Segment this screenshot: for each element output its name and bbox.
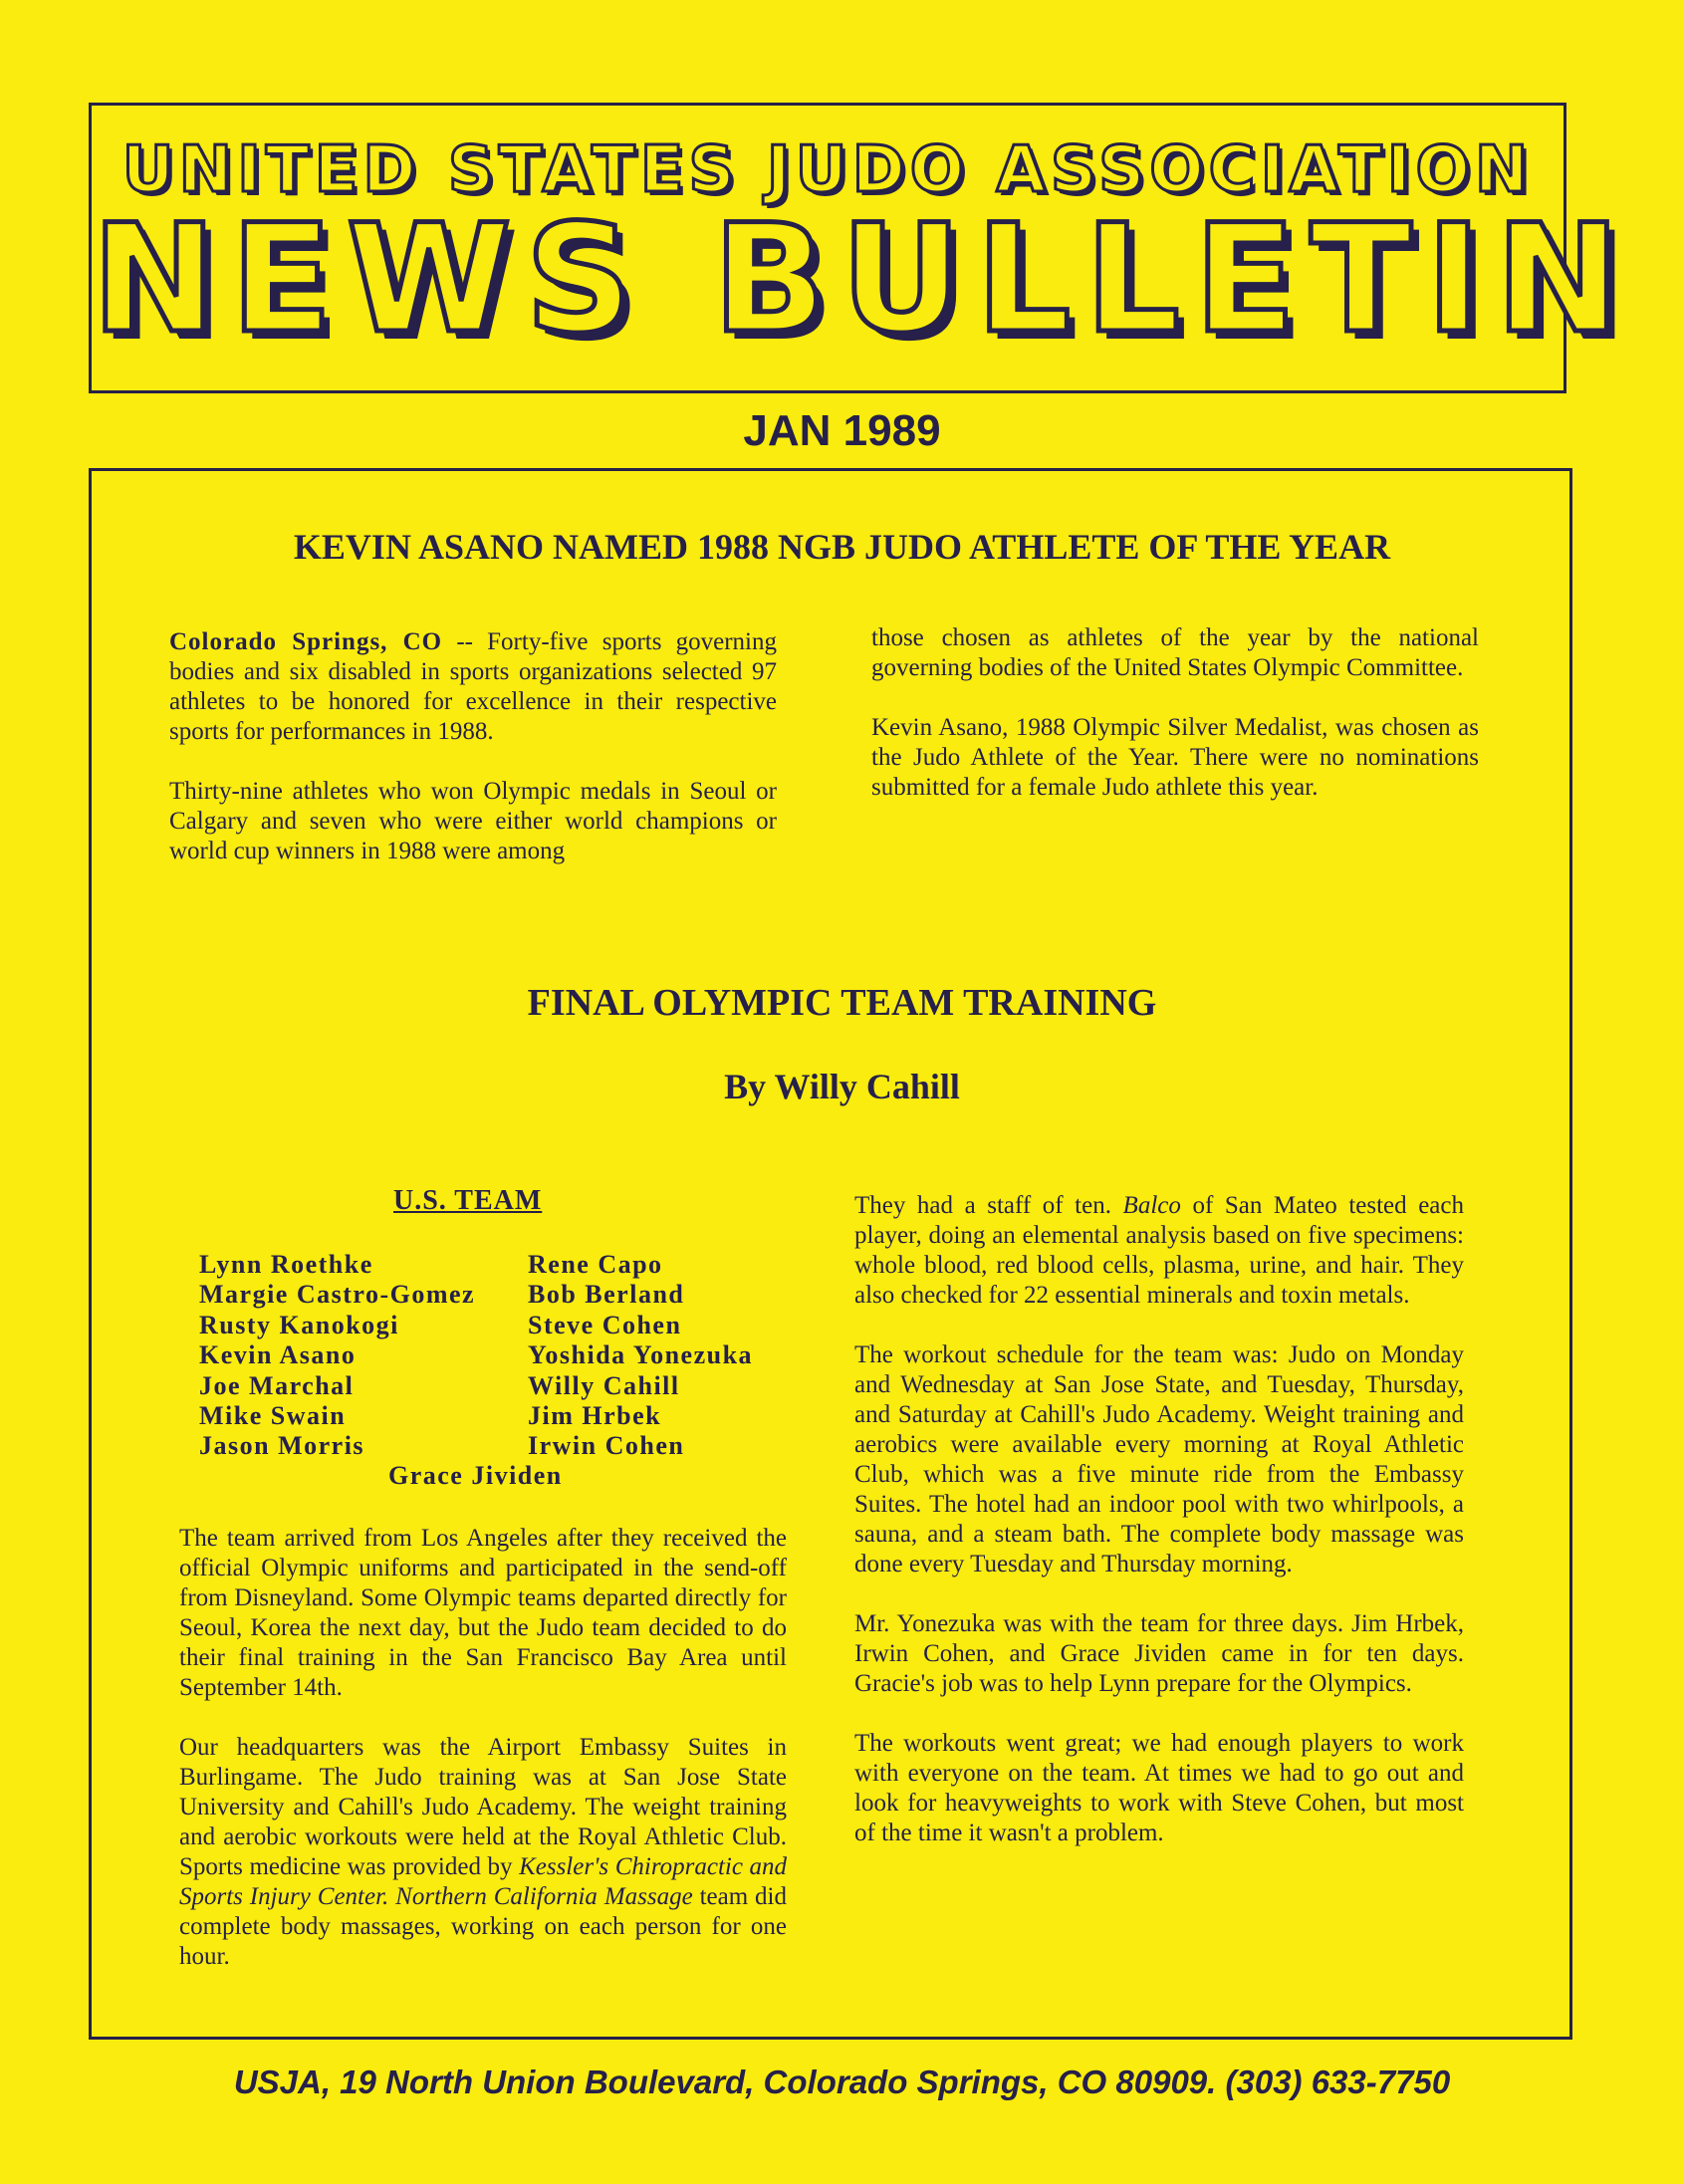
article2-paragraph: Mr. Yonezuka was with the team for three days. Jim Hrbek, Irwin Cohen, and Grace Jividen came in for ten days. Gracie's job was to help Lynn prepare for the Olympics. <box>854 1610 1464 1697</box>
team-member: Mike Swain <box>199 1401 347 1431</box>
team-member: Lynn Roethke <box>199 1250 373 1279</box>
team-member: Irwin Cohen <box>528 1431 685 1461</box>
team-member: Jim Hrbek <box>528 1401 662 1431</box>
article2-left-column <box>179 1524 787 1972</box>
article1-dateline: Colorado Springs, CO <box>169 628 443 655</box>
team-title: U.S. TEAM <box>393 1185 543 1216</box>
article1-right-column <box>871 623 1479 803</box>
team-member: Grace Jividen <box>388 1461 563 1490</box>
article2-paragraph: They had a staff of ten. Balco of San Mateo tested each player, doing an elemental analysis based on five specimens: whole blood, red blood cells, plasma, urine, and hair. They also checked for 22 essential minerals and toxin metals. <box>854 1192 1464 1309</box>
article1-left-column <box>169 627 777 866</box>
bulletin-title: NEWS BULLETIN <box>92 193 1635 366</box>
article2-right-column <box>854 1191 1464 1848</box>
article1-headline: KEVIN ASANO NAMED 1988 NGB JUDO ATHLETE OF THE YEAR <box>293 527 1391 567</box>
organization-name: UNITED STATES JUDO ASSOCIATION <box>121 133 1534 207</box>
article2-byline: By Willy Cahill <box>724 1067 960 1106</box>
team-member: Steve Cohen <box>528 1310 682 1339</box>
team-member: Margie Castro-Gomez <box>199 1280 476 1310</box>
team-roster-column <box>199 1250 528 1462</box>
article2-paragraph: Our headquarters was the Airport Embassy Suites in Burlingame. The Judo training was at San Jose State University and Cahill's Judo Academy. The weight training and aerobic workouts were held at the Royal Athletic Club. Sports medicine was provided by Kessler's Chiropractic and Sports Injury Center. Northern California Massage team did complete body massages, working on each person for one hour. <box>179 1734 788 1970</box>
team-member: Rene Capo <box>528 1250 663 1279</box>
issue-date: JAN 1989 <box>743 406 941 455</box>
italic-organization: Balco <box>1122 1192 1181 1219</box>
team-member: Jason Morris <box>199 1431 365 1461</box>
article2-paragraph: The team arrived from Los Angeles after they received the official Olympic uniforms and participated in the send-off from Disneyland. Some Olympic teams departed directly for Seoul, Korea the next day, but the Judo team decided to do their final training in the San Francisco Bay Area until September 14th. <box>179 1525 787 1701</box>
team-roster-column <box>528 1250 807 1462</box>
article1-paragraph: Thirty-nine athletes who won Olympic medals in Seoul or Calgary and seven who were either world champions or world cup winners in 1988 were among <box>169 778 777 864</box>
team-member: Kevin Asano <box>199 1340 357 1370</box>
team-member: Yoshida Yonezuka <box>528 1340 754 1370</box>
masthead <box>89 103 1635 393</box>
article1-paragraph: Colorado Springs, CO -- Forty-five sports governing bodies and six disabled in sports organizations selected 97 athletes to be honored for excellence in their respective sports for performances in 1988. <box>169 628 777 745</box>
italic-organization: Kessler's Chiropractic and Sports Injury Center. Northern California Massage <box>179 1853 788 1910</box>
article1-paragraph: those chosen as athletes of the year by the national governing bodies of the United States Olympic Committee. <box>871 624 1479 681</box>
team-member: Joe Marchal <box>199 1370 355 1400</box>
article2-paragraph: The workouts went great; we had enough players to work with everyone on the team. At times we had to go out and look for heavyweights to work with Steve Cohen, but most of the time it wasn't a problem. <box>854 1730 1464 1846</box>
team-member: Rusty Kanokogi <box>199 1310 399 1339</box>
team-member: Bob Berland <box>528 1280 685 1310</box>
article2-paragraph: The workout schedule for the team was: Judo on Monday and Wednesday at San Jose State, and Tuesday, Thursday, and Saturday at Cahill's Judo Academy. Weight training and aerobics were available every morning at Royal Athletic Club, which was a five minute ride from the Embassy Suites. The hotel had an indoor pool with two whirlpools, a sauna, and a steam bath. The complete body massage was done every Tuesday and Thursday morning. <box>854 1341 1464 1577</box>
team-member: Willy Cahill <box>528 1370 680 1400</box>
article1-paragraph: Kevin Asano, 1988 Olympic Silver Medalist, was chosen as the Judo Athlete of the Year. There were no nominations submitted for a female Judo athlete this year. <box>871 714 1479 801</box>
footer-address: USJA, 19 North Union Boulevard, Colorado Springs, CO 80909. (303) 633-7750 <box>233 2063 1451 2100</box>
article2-headline: FINAL OLYMPIC TEAM TRAINING <box>527 982 1157 1024</box>
